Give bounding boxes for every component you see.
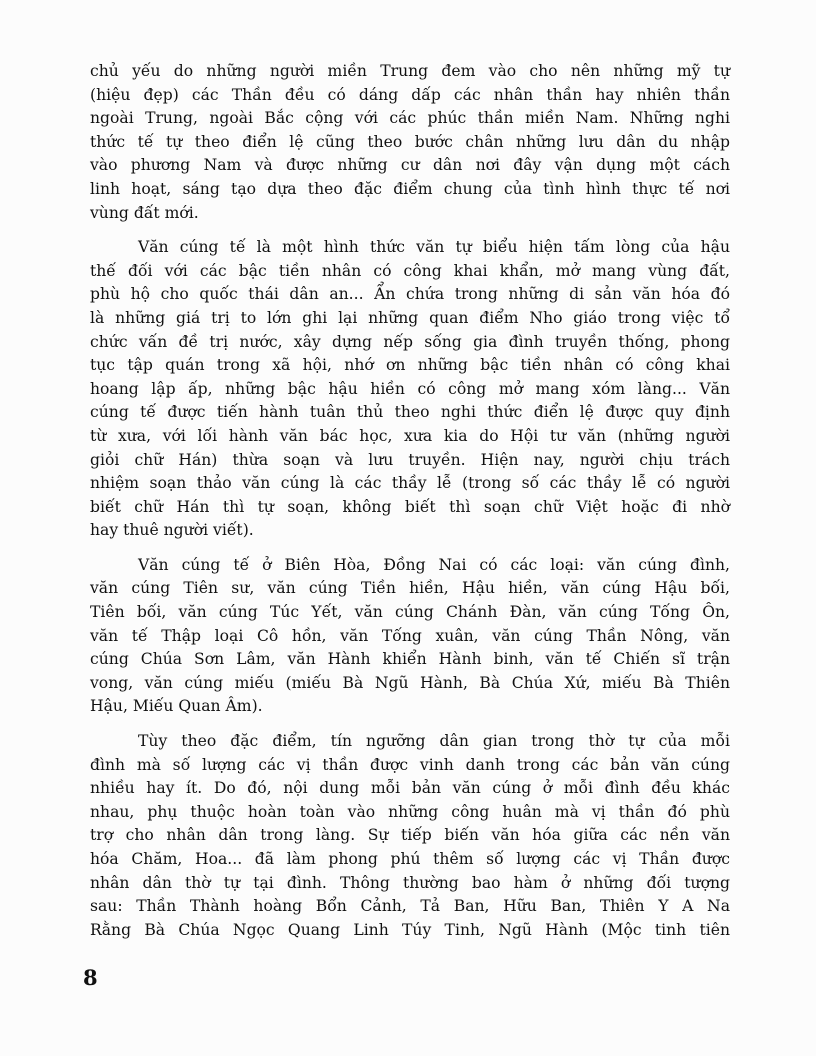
text-line: nhiều hay ít. Do đó, nội dung mỗi bản văn cúng ở mỗi đình đều khác: [90, 779, 730, 798]
text-line: vùng đất mới.: [90, 203, 199, 222]
text-line: phù hộ cho quốc thái dân an... Ẩn chứa trong những di sản văn hóa đó: [90, 285, 730, 304]
text-line: giỏi chữ Hán) thừa soạn và lưu truyền. Hiện nay, người chịu trách: [90, 450, 730, 469]
text-line: Văn cúng tế ở Biên Hòa, Đồng Nai có các loại: văn cúng đình,: [138, 555, 730, 574]
text-line: chức vấn đề trị nước, xây dựng nếp sống gia đình truyền thống, phong: [90, 332, 730, 351]
text-line: hóa Chăm, Hoa... đã làm phong phú thêm số lượng các vị Thần được: [90, 850, 730, 868]
text-line: nhiệm soạn thảo văn cúng là các thầy lễ (trong số các thầy lễ có người: [90, 474, 730, 493]
text-line: sau: Thần Thành hoàng Bổn Cảnh, Tả Ban, Hữu Ban, Thiên Y A Na: [90, 897, 730, 916]
paragraph: [90, 236, 730, 543]
text-line: vào phương Nam và được những cư dân nơi đây vận dụng một cách: [90, 156, 730, 175]
paragraph: [90, 554, 730, 719]
text-line: là những giá trị to lớn ghi lại những quan điểm Nho giáo trong việc tổ: [90, 308, 730, 327]
text-line: (hiệu đẹp) các Thần đều có dáng dấp các nhân thần hay nhiên thần: [90, 85, 730, 104]
text-line: thế đối với các bậc tiền nhân có công khai khẩn, mở mang vùng đất,: [90, 261, 730, 280]
text-line: biết chữ Hán thì tự soạn, không biết thì soạn chữ Việt hoặc đi nhờ: [90, 497, 730, 516]
text-line: văn tế Thập loại Cô hồn, văn Tống xuân, văn cúng Thần Nông, văn: [90, 626, 730, 645]
body-text: [90, 60, 730, 942]
text-line: trợ cho nhân dân trong làng. Sự tiếp biến văn hóa giữa các nền văn: [90, 826, 730, 845]
page-number: 8: [83, 965, 98, 990]
text-line: tục tập quán trong xã hội, nhớ ơn những bậc tiền nhân có công khai: [90, 356, 730, 375]
text-line: hay thuê người viết).: [90, 521, 254, 540]
text-line: ngoài Trung, ngoài Bắc cộng với các phúc thần miền Nam. Những nghi: [90, 109, 730, 128]
text-line: cúng tế được tiến hành tuân thủ theo nghi thức điển lệ được quy định: [90, 403, 730, 422]
text-line: Tiên bối, văn cúng Túc Yết, văn cúng Chánh Đàn, văn cúng Tống Ôn,: [90, 603, 730, 622]
text-line: đình mà số lượng các vị thần được vinh danh trong các bản văn cúng: [90, 755, 730, 774]
paragraph-gap: [90, 543, 730, 554]
text-line: linh hoạt, sáng tạo dựa theo đặc điểm chung của tình hình thực tế nơi: [90, 179, 730, 198]
text-line: văn cúng Tiên sư, văn cúng Tiền hiền, Hậu hiền, văn cúng Hậu bối,: [90, 579, 730, 598]
text-line: thức tế tự theo điển lệ cũng theo bước chân những lưu dân du nhập: [90, 132, 730, 151]
text-line: Hậu, Miếu Quan Âm).: [90, 697, 263, 716]
text-line: hoang lập ấp, những bậc hậu hiền có công mở mang xóm làng... Văn: [90, 379, 730, 398]
paragraph: [90, 60, 730, 225]
paragraph-gap: [90, 719, 730, 730]
text-line: Văn cúng tế là một hình thức văn tự biểu hiện tấm lòng của hậu: [138, 238, 730, 257]
paragraph: [90, 730, 730, 942]
text-line: chủ yếu do những người miền Trung đem vào cho nên những mỹ tự: [90, 62, 730, 80]
text-line: vong, văn cúng miếu (miếu Bà Ngũ Hành, Bà Chúa Xứ, miếu Bà Thiên: [90, 673, 730, 692]
text-line: nhau, phụ thuộc hoàn toàn vào những công huân mà vị thần đó phù: [90, 802, 730, 821]
text-line: từ xưa, với lối hành văn bác học, xưa kia do Hội tư văn (những người: [90, 426, 730, 445]
text-line: Rằng Bà Chúa Ngọc Quang Linh Túy Tinh, Ngũ Hành (Mộc tinh tiên: [90, 920, 730, 939]
text-line: nhân dân thờ tự tại đình. Thông thường bao hàm ở những đối tượng: [90, 873, 730, 892]
text-line: Tùy theo đặc điểm, tín ngưỡng dân gian trong thờ tự của mỗi: [138, 732, 730, 751]
text-line: cúng Chúa Sơn Lâm, văn Hành khiển Hành binh, văn tế Chiến sĩ trận: [90, 650, 730, 669]
paragraph-gap: [90, 225, 730, 236]
